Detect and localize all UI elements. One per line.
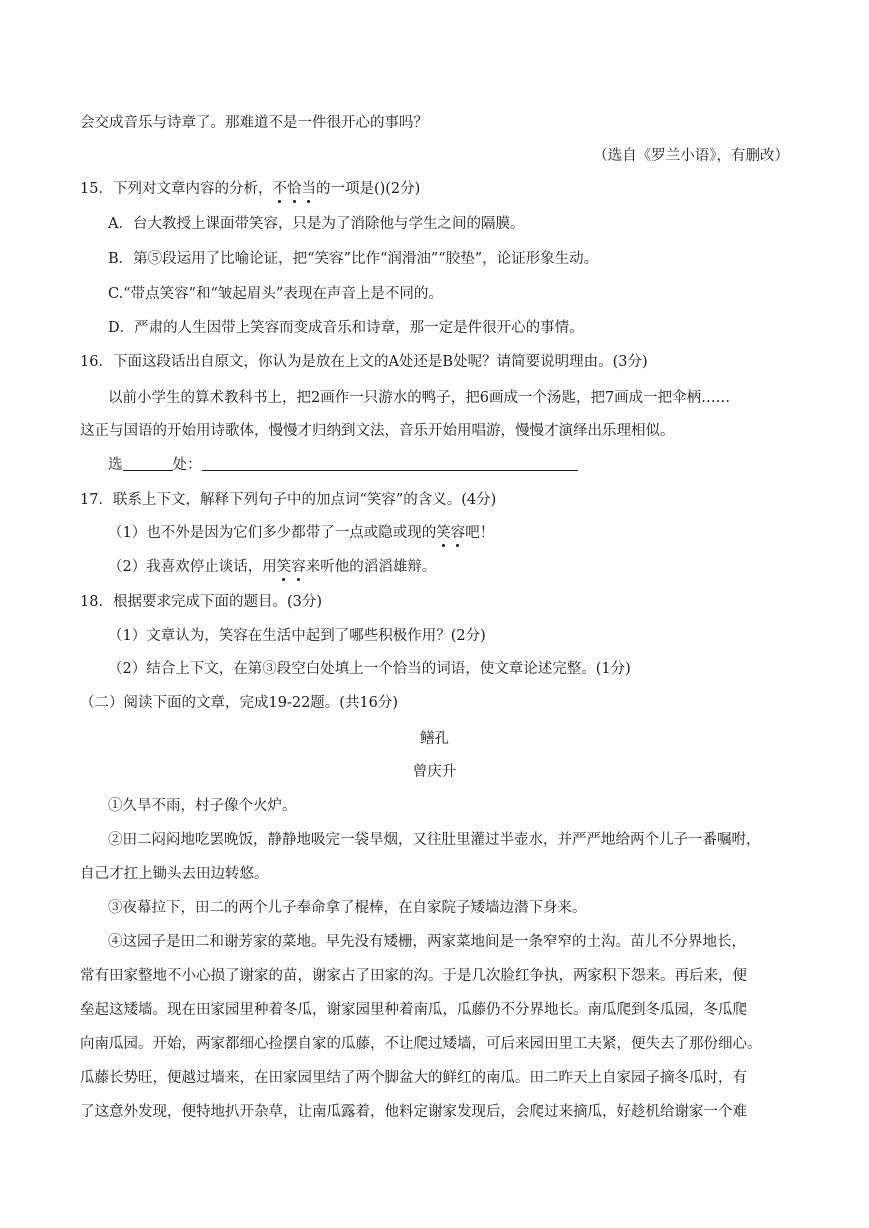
emphasis-char: 容 <box>291 559 306 575</box>
story-title: 鳝孔 <box>420 731 449 747</box>
story-paragraph-4-line-5: 瓜藤长势旺，便越过墙来，在田家园里结了两个脚盆大的鲜红的南瓜。田二昨天上自家园子摘冬瓜时，有 <box>80 1070 747 1086</box>
emphasis-char: 恰 <box>286 181 302 197</box>
question-18-stem: 18．根据要求完成下面的题目。(3分) <box>80 594 322 610</box>
story-paragraph-4-line-2: 常有田家整地不小心损了谢家的苗，谢家占了田家的沟。于是几次脸红争执，两家积下怨来。再后来，便 <box>80 968 747 984</box>
question-16-stem: 16．下面这段话出自原文，你认为是放在上文的A处还是B处呢？请简要说明理由。(3分) <box>80 354 648 370</box>
answer-line: 选 处： <box>108 455 578 475</box>
emphasis-char: 不 <box>272 181 287 197</box>
option-b: B．第⑤段运用了比喻论证，把“笑容”比作“润滑油”“胶垫”，论证形象生动。 <box>108 251 599 267</box>
story-paragraph-2-line-2: 自己才扛上锄头去田边转悠。 <box>80 866 269 882</box>
question-15-stem: 15．下列对文章内容的分析，不恰当的一项是()(2分) <box>80 181 421 197</box>
question-18-sub-2: （2）结合上下文，在第③段空白处填上一个恰当的词语，使文章论述完整。(1分) <box>108 661 631 677</box>
emphasis-char: 笑 <box>436 525 451 541</box>
question-17-sentence-2: （2）我喜欢停止谈话，用笑容来听他的滔滔雄辩。 <box>108 559 437 575</box>
emphasis-char: 当 <box>301 181 316 197</box>
option-c: C.“带点笑容”和“皱起眉头”表现在声音上是不同的。 <box>108 286 443 302</box>
option-a: A．台大教授上课面带笑容，只是为了消除他与学生之间的隔膜。 <box>108 216 525 232</box>
answer-blank-position[interactable] <box>123 456 173 471</box>
question-17-stem: 17．联系上下文，解释下列句子中的加点词“笑容”的含义。(4分) <box>80 492 497 508</box>
question-17-sentence-1: （1）也不外是因为它们多少都带了一点或隐或现的笑容吧！ <box>108 525 495 541</box>
question-18-sub-1: （1）文章认为，笑容在生活中起到了哪些积极作用？(2分) <box>108 628 486 644</box>
section-2-heading: （二）阅读下面的文章，完成19-22题。(共16分) <box>80 695 399 711</box>
story-paragraph-4-line-1: ④这园子是田二和谢芳家的菜地。早先没有矮栅，两家菜地间是一条窄窄的土沟。苗儿不分界地长， <box>108 934 746 950</box>
emphasis-char: 笑 <box>276 559 292 575</box>
option-d: D．严肃的人生因带上笑容而变成音乐和诗章，那一定是件很开心的事情。 <box>108 320 584 336</box>
story-paragraph-3: ③夜幕拉下，田二的两个儿子奉命拿了棍棒，在自家院子矮墙边潜下身来。 <box>108 900 587 916</box>
answer-blank-reason[interactable] <box>202 456 578 471</box>
emphasis-char: 容 <box>450 525 466 541</box>
story-paragraph-4-line-3: 垒起这矮墙。现在田家园里种着冬瓜，谢家园里种着南瓜，瓜藤仍不分界地长。南瓜爬到冬瓜园，冬瓜爬 <box>80 1002 747 1018</box>
story-paragraph-4-line-4: 向南瓜园。开始，两家都细心捡摆自家的瓜藤，不让爬过矮墙，可后来园田里工夫紧，便失去了那份细心。 <box>80 1036 762 1052</box>
paragraph-ending: 会交成音乐与诗章了。那难道不是一件很开心的事吗？ <box>80 115 428 131</box>
source-note: （选自《罗兰小语》，有删改） <box>593 148 789 164</box>
quoted-paragraph-line-2: 这正与国语的开始用诗歌体，慢慢才归纳到文法，音乐开始用唱游，慢慢才演绎出乐理相似。 <box>80 423 675 439</box>
story-author: 曾庆升 <box>412 764 457 780</box>
story-paragraph-4-line-6: 了这意外发现，便特地扒开杂草，让南瓜露着，他料定谢家发现后，会爬过来摘瓜，好趁机给谢家一个难 <box>80 1104 747 1120</box>
quoted-paragraph-line-1: 以前小学生的算术教科书上，把2画作一只游水的鸭子，把6画成一个汤匙，把7画成一把伞柄…… <box>108 390 731 406</box>
story-paragraph-2-line-1: ②田二闷闷地吃罢晚饭，静静地吸完一袋旱烟，又往肚里灌过半壶水，并严严地给两个儿子一番嘱咐， <box>108 832 761 848</box>
story-paragraph-1: ①久旱不雨，村子像个火炉。 <box>108 798 297 814</box>
